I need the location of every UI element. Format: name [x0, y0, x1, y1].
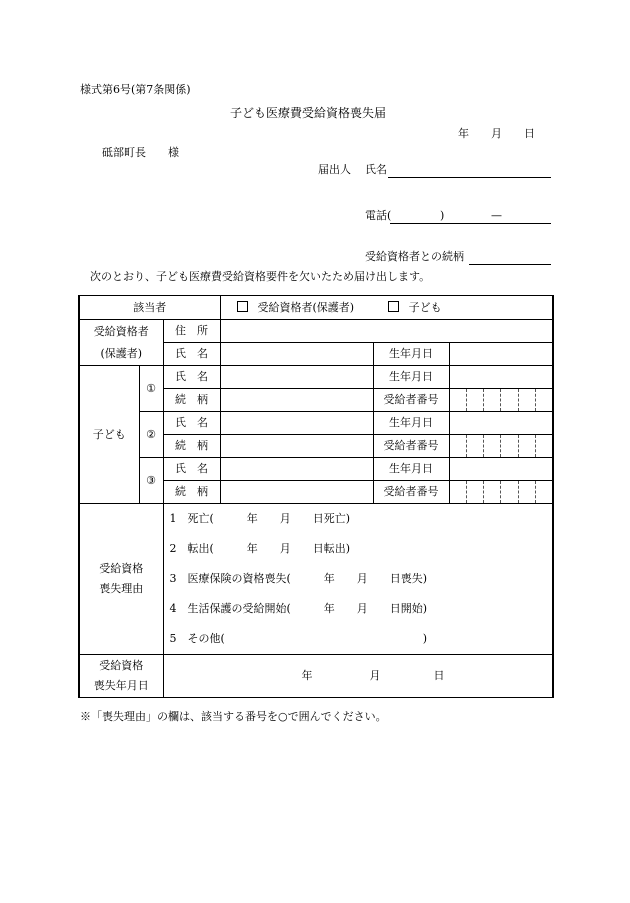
reason-welfare-start[interactable]: 4 生活保護の受給開始( 年 月 日開始) [169, 602, 428, 615]
option-child-label: 子ども [408, 300, 442, 314]
holder-birth-field[interactable] [449, 343, 553, 366]
child2-name-label: 氏 名 [163, 412, 220, 435]
loss-date-day: 日 [433, 669, 445, 682]
child1-birth-field[interactable] [449, 366, 553, 389]
applicant-name-field[interactable] [388, 177, 551, 178]
child2-birth-label: 生年月日 [373, 412, 449, 435]
reason-insurance-loss[interactable]: 3 医療保険の資格喪失( 年 月 日喪失) [169, 572, 428, 585]
phone-dash: — [491, 209, 502, 222]
option-holder[interactable] [237, 301, 355, 314]
child-number-2: ② [139, 412, 163, 458]
child2-relation-label: 続 柄 [163, 435, 220, 458]
reason-section-label [79, 504, 163, 655]
option-child[interactable] [388, 301, 442, 314]
loss-date-label [79, 655, 163, 698]
child3-name-label: 氏 名 [163, 458, 220, 481]
holder-name-field[interactable] [220, 343, 373, 366]
holder-name-label: 氏 名 [163, 343, 220, 366]
child1-name-label: 氏 名 [163, 366, 220, 389]
loss-date-month: 月 [369, 669, 381, 682]
intro-text: 次のとおり、子ども医療費受給資格要件を欠いたため届け出します。 [90, 270, 431, 283]
holder-label-line2: (保護者) [100, 346, 143, 360]
child2-name-field[interactable] [220, 412, 373, 435]
loss-date-year: 年 [301, 669, 313, 682]
child2-recipient-label: 受給者番号 [373, 435, 449, 458]
child-checkbox[interactable] [388, 301, 399, 312]
child2-birth-field[interactable] [449, 412, 553, 435]
phone-label: 電話( [365, 209, 392, 222]
holder-checkbox[interactable] [237, 301, 248, 312]
child3-birth-label: 生年月日 [373, 458, 449, 481]
child-number-3: ③ [139, 458, 163, 504]
recipient-digit-boxes [450, 435, 553, 457]
holder-address-label: 住 所 [163, 320, 220, 343]
phone-paren-close: ) [440, 209, 445, 222]
recipient-digit-boxes [450, 389, 553, 411]
option-holder-label: 受給資格者(保護者) [257, 300, 355, 314]
holder-birth-label: 生年月日 [373, 343, 449, 366]
reason-label-line1: 受給資格 [99, 562, 144, 575]
form-number: 様式第6号(第7条関係) [80, 83, 191, 96]
child1-relation-field[interactable] [220, 389, 373, 412]
holder-section-label [79, 320, 163, 366]
footer-note: ※「喪失理由」の欄は、該当する番号を○で囲んでください。 [80, 710, 387, 723]
relation-field[interactable] [469, 264, 551, 265]
child3-recipient-label: 受給者番号 [373, 481, 449, 504]
recipient-digit-boxes [450, 481, 553, 503]
child-section-label: 子ども [79, 366, 139, 504]
reason-death[interactable]: 1 死亡( 年 月 日死亡) [169, 512, 351, 525]
reason-move-out[interactable]: 2 転出( 年 月 日転出) [169, 542, 351, 555]
child2-relation-field[interactable] [220, 435, 373, 458]
child3-recipient-number-field[interactable] [449, 481, 553, 504]
applicable-options [220, 296, 553, 320]
child1-recipient-label: 受給者番号 [373, 389, 449, 412]
submission-date: 年 月 日 [458, 127, 535, 140]
child1-relation-label: 続 柄 [163, 389, 220, 412]
child1-name-field[interactable] [220, 366, 373, 389]
reason-options [163, 504, 553, 655]
applicable-label: 該当者 [79, 296, 220, 320]
applicant-label: 届出人 [318, 163, 351, 176]
applicant-name-label: 氏名 [365, 163, 387, 176]
reason-other[interactable]: 5 その他( ) [169, 632, 428, 645]
child-number-1: ① [139, 366, 163, 412]
loss-date-field[interactable] [163, 655, 553, 698]
child1-birth-label: 生年月日 [373, 366, 449, 389]
loss-date-label-line1: 受給資格 [99, 659, 144, 672]
loss-report-table [78, 295, 554, 698]
relation-label: 受給資格者との続柄 [365, 250, 464, 263]
child3-name-field[interactable] [220, 458, 373, 481]
holder-label-line1: 受給資格者 [93, 324, 149, 338]
form-title: 子ども医療費受給資格喪失届 [230, 106, 387, 120]
loss-date-label-line2: 喪失年月日 [93, 679, 149, 692]
holder-address-field[interactable] [220, 320, 553, 343]
reason-label-line2: 喪失理由 [99, 582, 144, 595]
child2-recipient-number-field[interactable] [449, 435, 553, 458]
child1-recipient-number-field[interactable] [449, 389, 553, 412]
child3-birth-field[interactable] [449, 458, 553, 481]
child3-relation-label: 続 柄 [163, 481, 220, 504]
child3-relation-field[interactable] [220, 481, 373, 504]
phone-field[interactable] [390, 223, 551, 224]
addressee: 砥部町長 様 [102, 146, 179, 159]
